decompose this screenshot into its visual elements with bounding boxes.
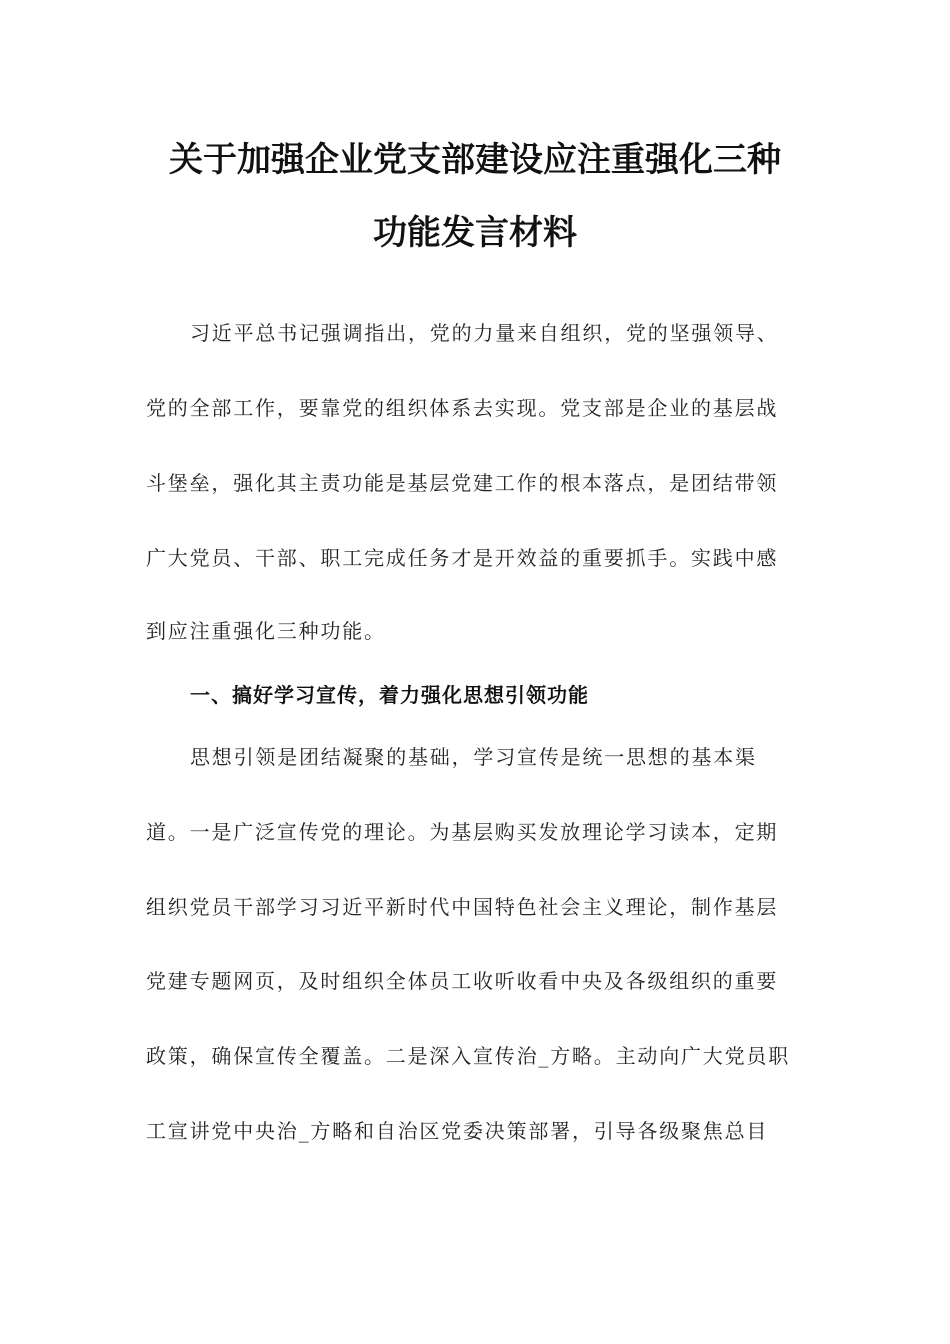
- intro-line-1: 习近平总书记强调指出，党的力量来自组织，党的坚强领导、: [190, 321, 779, 345]
- document-title-line-2: 功能发言材料: [373, 213, 577, 253]
- section-1-heading: 一、搞好学习宣传，着力强化思想引领功能: [190, 683, 589, 707]
- section-1-line-1: 思想引领是团结凝聚的基础，学习宣传是统一思想的基本渠: [190, 745, 757, 769]
- section-1-line-5: 政策，确保宣传全覆盖。二是深入宣传治_方略。主动向广大党员职: [146, 1044, 790, 1068]
- section-1-line-3: 组织党员干部学习习近平新时代中国特色社会主义理论，制作基层: [146, 895, 779, 919]
- intro-line-2: 党的全部工作，要靠党的组织体系去实现。党支部是企业的基层战: [146, 396, 779, 420]
- intro-line-5: 到应注重强化三种功能。: [146, 619, 386, 643]
- document-title-line-1: 关于加强企业党支部建设应注重强化三种: [169, 140, 781, 180]
- intro-line-4: 广大党员、干部、职工完成任务才是开效益的重要抓手。实践中感: [146, 546, 779, 570]
- section-1-line-6: 工宣讲党中央治_方略和自治区党委决策部署，引导各级聚焦总目: [146, 1119, 769, 1143]
- intro-line-3: 斗堡垒，强化其主责功能是基层党建工作的根本落点，是团结带领: [146, 471, 779, 495]
- section-1-line-2: 道。一是广泛宣传党的理论。为基层购买发放理论学习读本，定期: [146, 820, 779, 844]
- section-1-line-4: 党建专题网页，及时组织全体员工收听收看中央及各级组织的重要: [146, 969, 779, 993]
